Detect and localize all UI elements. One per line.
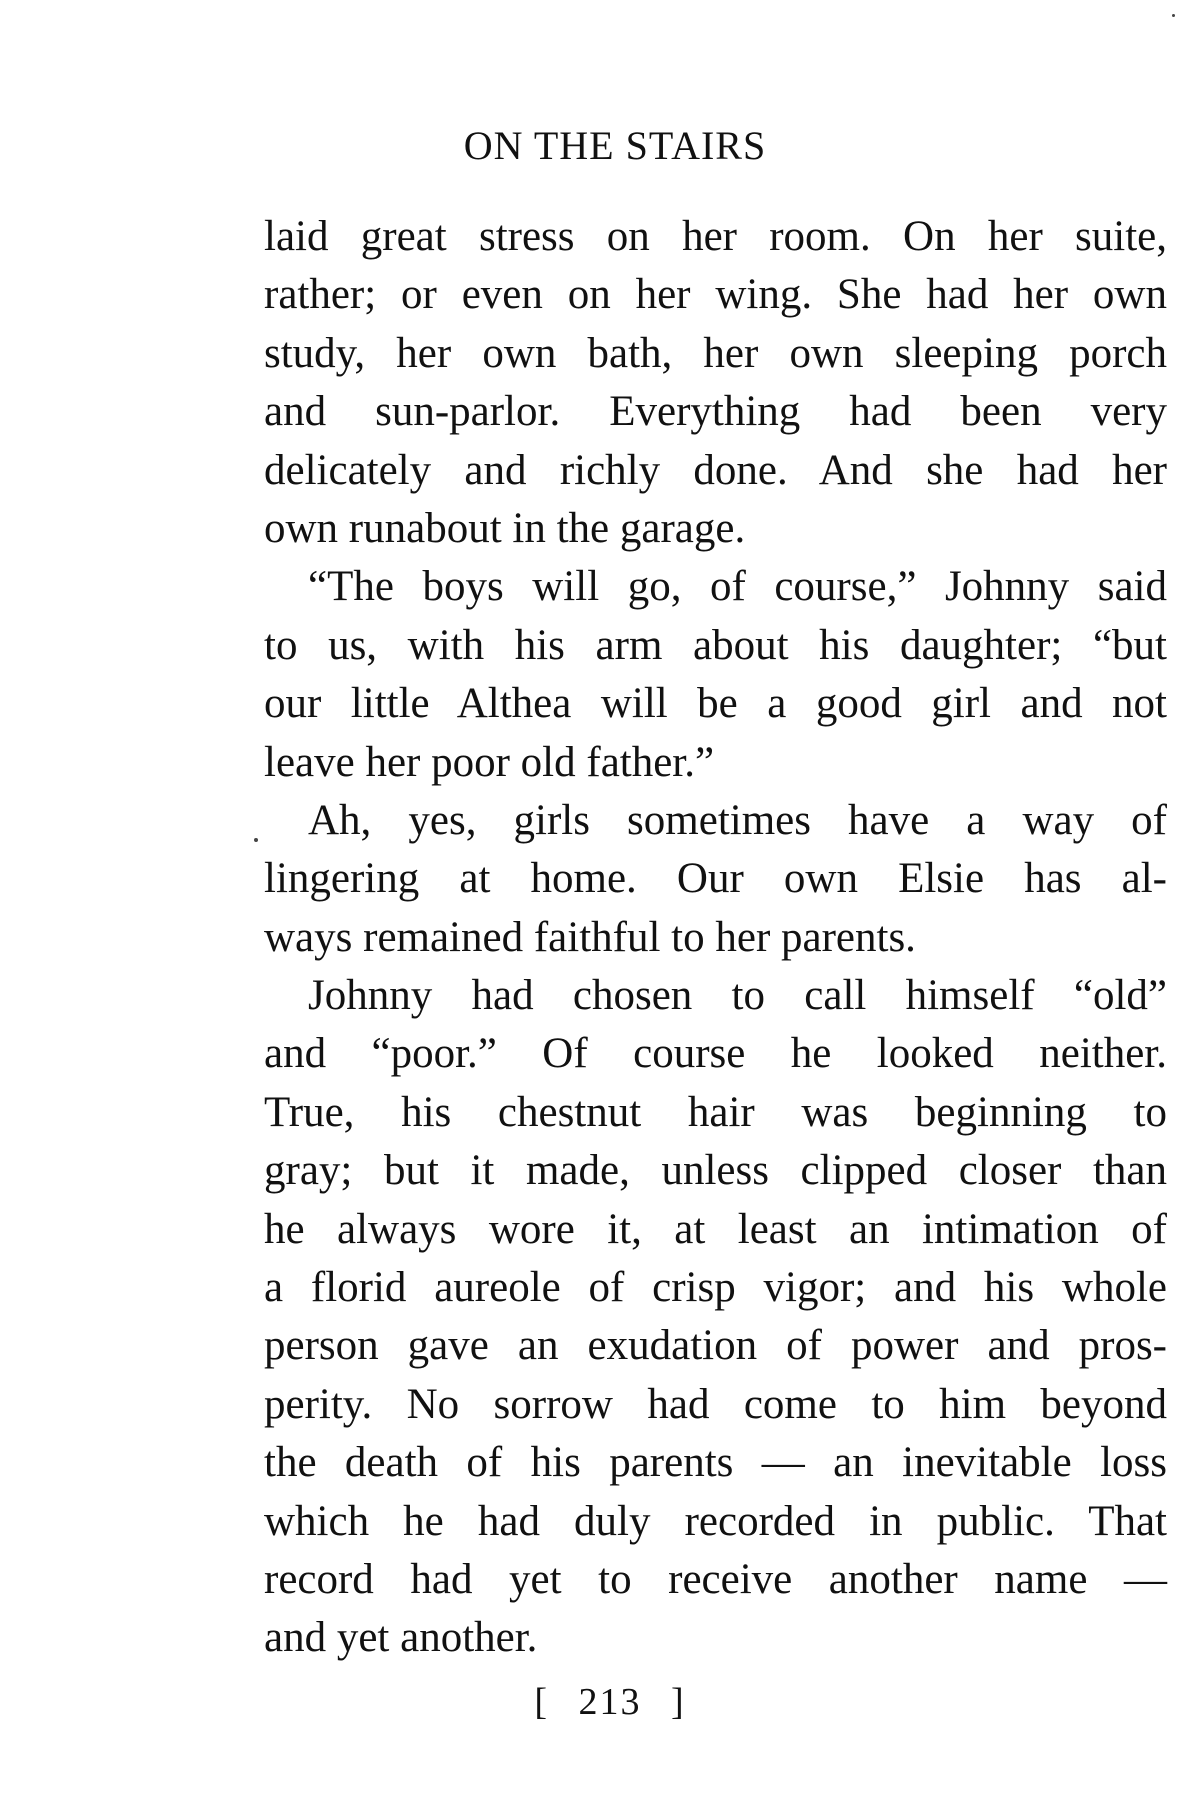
running-head: ON THE STAIRS: [463, 123, 767, 168]
text-line: and “poor.” Of course he looked neither.: [264, 1030, 1167, 1078]
text-line: and sun-parlor. Everything had been very: [264, 388, 1167, 436]
text-line: delicately and richly done. And she had her: [264, 446, 1167, 494]
text-line: person gave an exudation of power and pros-: [264, 1322, 1167, 1370]
scan-speck: [1172, 14, 1175, 17]
folio-close-bracket: ]: [671, 1681, 686, 1723]
text-line: laid great stress on her room. On her suite,: [264, 213, 1167, 260]
text-line: to us, with his arm about his daughter; “but: [264, 621, 1167, 669]
body-text: [264, 208, 1167, 1668]
text-line: Ah, yes, girls sometimes have a way of: [308, 796, 1167, 844]
text-line: and yet another.: [264, 1614, 538, 1662]
text-line: he always wore it, at least an intimation of: [264, 1205, 1167, 1253]
text-line: a florid aureole of crisp vigor; and his whole: [264, 1264, 1167, 1312]
text-line: the death of his parents — an inevitable loss: [264, 1439, 1167, 1487]
text-line: record had yet to receive another name —: [264, 1555, 1167, 1603]
folio-open-bracket: [: [534, 1681, 549, 1723]
text-line: own runabout in the garage.: [264, 504, 746, 552]
text-line: rather; or even on her wing. She had her own: [264, 271, 1167, 319]
text-line: our little Althea will be a good girl and not: [264, 680, 1167, 728]
text-line: ways remained faithful to her parents.: [264, 913, 916, 961]
text-line: “The boys will go, of course,” Johnny said: [308, 563, 1167, 611]
text-line: Johnny had chosen to call himself “old”: [308, 972, 1167, 1020]
text-line: gray; but it made, unless clipped closer than: [264, 1147, 1167, 1195]
text-line: leave her poor old father.”: [264, 738, 715, 786]
page-number: [0, 1680, 1190, 1724]
folio-number: 213: [578, 1681, 642, 1723]
text-line: which he had duly recorded in public. That: [264, 1497, 1167, 1545]
text-line: study, her own bath, her own sleeping porch: [264, 329, 1167, 377]
text-line: True, his chestnut hair was beginning to: [264, 1088, 1167, 1136]
text-line: perity. No sorrow had come to him beyond: [264, 1380, 1167, 1428]
scan-speck: [254, 838, 258, 842]
text-line: lingering at home. Our own Elsie has al-: [264, 855, 1167, 903]
